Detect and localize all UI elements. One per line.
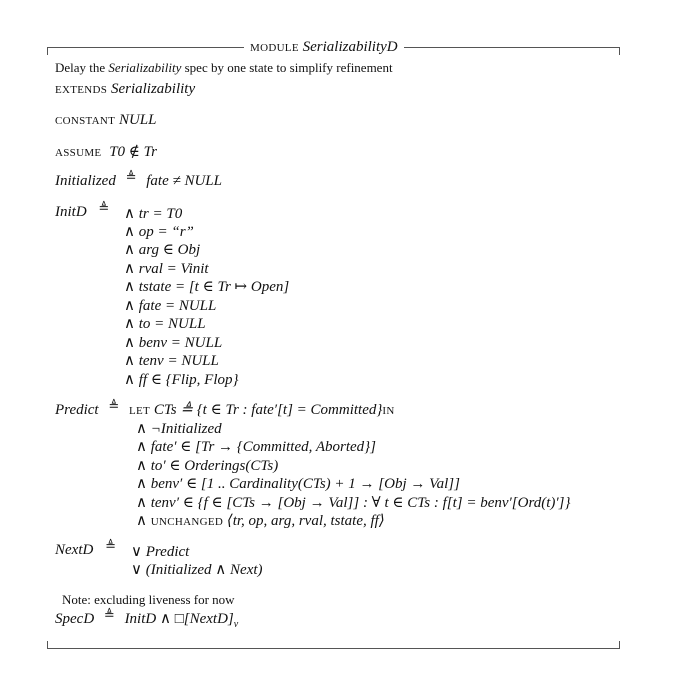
initd-conjunct: ∧ rval = Vinit [124, 261, 209, 277]
module-bottom-right-tick [619, 641, 620, 649]
note-comment: Note: excluding liveness for now [62, 592, 235, 607]
initialized-expr: fate ≠ NULL [146, 173, 222, 189]
module-bottom-left-tick [47, 641, 48, 649]
predict-conjunct: ∧ ¬Initialized [136, 421, 222, 437]
initd-conjunct: ∧ arg ∈ Obj [124, 242, 201, 258]
specd-name: SpecD [55, 611, 95, 627]
initialized-def [55, 169, 222, 190]
predict-header-line [55, 400, 395, 419]
constant-line [55, 112, 156, 129]
module-name: SerializabilityD [302, 39, 398, 55]
predict-name: Predict [55, 402, 99, 418]
predict-conjunct: ∧ fate′ ∈ [Tr → {Committed, Aborted}] [136, 439, 377, 455]
module-keyword: module [250, 39, 299, 55]
initd-conjunct: ∧ tenv = NULL [124, 353, 219, 369]
unchanged-vars: ⟨tr, op, arg, rval, tstate, ff⟩ [226, 513, 385, 529]
assume-expr: T0 ∉ Tr [109, 144, 157, 160]
nextd-name-line [55, 538, 116, 559]
specd-expr: InitD ∧ □[NextD] [124, 611, 234, 627]
specd-subscript: v [233, 619, 239, 630]
comment-top: Delay the Serializability spec by one state to simplify refinement [55, 60, 393, 75]
initd-conjunct: ∧ benv = NULL [124, 335, 223, 351]
module-top-right-tick [619, 47, 620, 55]
initd-name: InitD [55, 204, 87, 220]
nextd-disjunct: ∨ (Initialized ∧ Next) [131, 562, 263, 578]
module-bottom-rule [47, 648, 620, 649]
extends-keyword: extends [55, 81, 108, 97]
assume-line [55, 142, 157, 161]
specd-def [55, 609, 238, 630]
initd-conjunct: ∧ ff ∈ {Flip, Flop} [124, 372, 239, 388]
predict-conjunct: ∧ to′ ∈ Orderings(CTs) [136, 458, 279, 474]
in-keyword: in [382, 402, 395, 418]
defeq-symbol: ≜ [125, 169, 137, 184]
defeq-symbol: ≜ [98, 200, 110, 215]
defeq-symbol: ≜ [108, 398, 120, 413]
predict-conjunct: ∧ tenv′ ∈ {f ∈ [CTs → [Obj → Val]] : ∀ t ∈ CTs : f[t] = benv′[Ord(t)′]} [136, 495, 571, 511]
predict-conjunct: ∧ benv′ ∈ [1 .. Cardinality(CTs) + 1 → [Obj → Val]] [136, 476, 460, 492]
initd-conjunct: ∧ tr = T0 [124, 206, 183, 222]
initd-conjunct: ∧ op = “r” [124, 224, 194, 240]
initd-name-line [55, 200, 110, 221]
initialized-name: Initialized [55, 173, 116, 189]
nextd-disjunct: ∨ Predict [131, 544, 190, 560]
initd-conjunct: ∧ tstate = [t ∈ Tr ↦ Open] [124, 279, 290, 295]
let-body: CTs ≜ {t ∈ Tr : fate′[t] = Committed} [153, 402, 383, 418]
constant-name: NULL [118, 112, 157, 128]
extends-line [55, 81, 195, 98]
nextd-name: NextD [55, 542, 94, 558]
assume-keyword: assume [55, 144, 102, 160]
module-top-left-tick [47, 47, 48, 55]
let-keyword: let [129, 402, 151, 418]
defeq-symbol: ≜ [105, 538, 116, 553]
defeq-symbol: ≜ [103, 607, 115, 622]
unchanged-keyword: unchanged [150, 513, 224, 529]
extends-name: Serializability [110, 81, 196, 97]
constant-keyword: constant [55, 112, 116, 128]
predict-unchanged-line: ∧ unchanged ⟨tr, op, arg, rval, tstate, ff⟩ [136, 513, 385, 529]
initd-conjunct: ∧ fate = NULL [124, 298, 217, 314]
module-header [244, 39, 404, 57]
initd-conjunct: ∧ to = NULL [124, 316, 206, 332]
